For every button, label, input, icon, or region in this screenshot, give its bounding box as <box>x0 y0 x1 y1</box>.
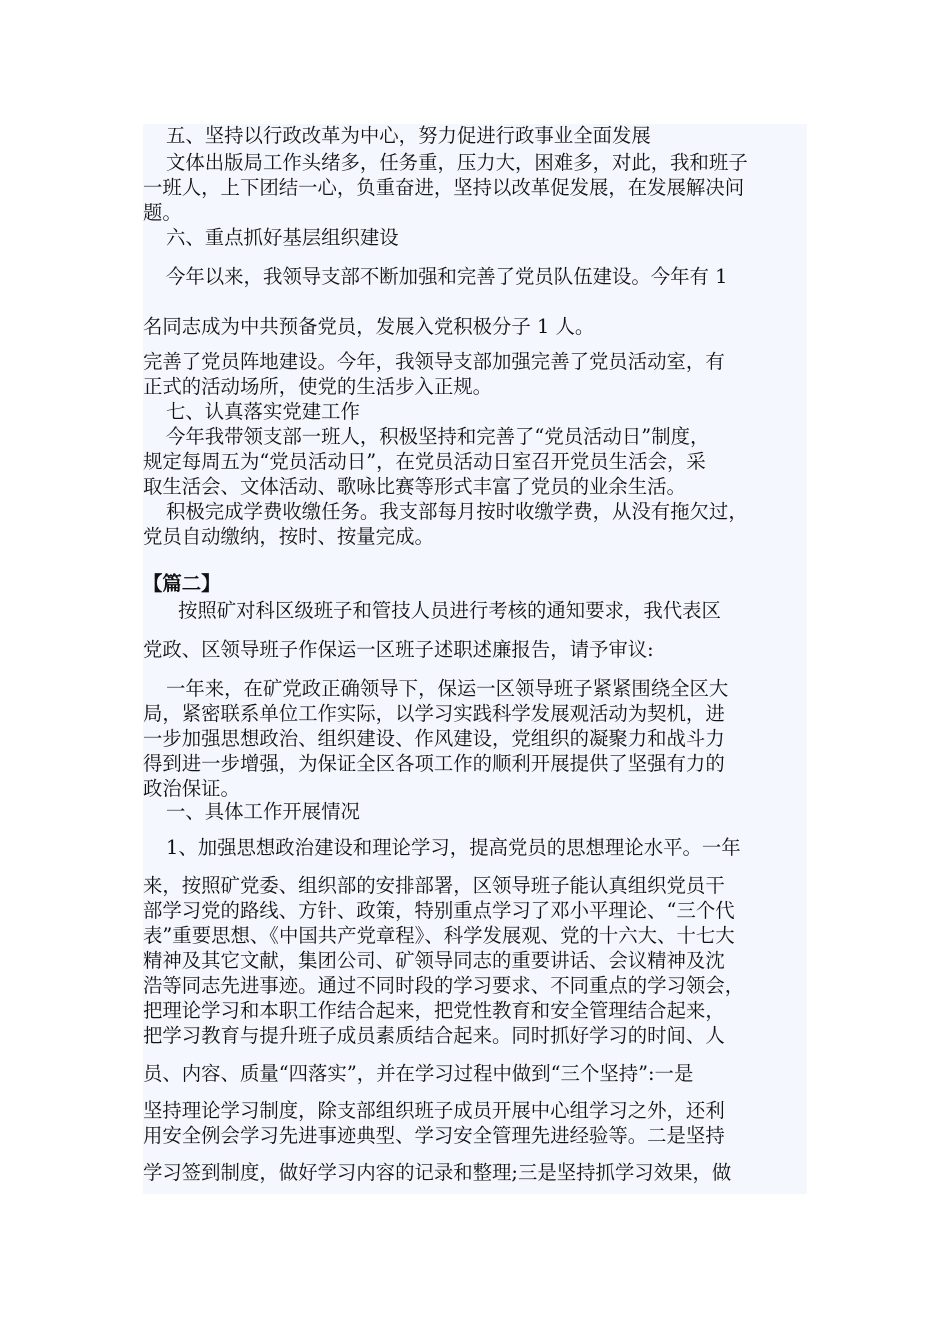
paragraph-line: 积极完成学费收缴任务。我支部每月按时收缴学费，从没有拖欠过， <box>166 500 748 523</box>
paragraph-line: 用安全例会学习先进事迹典型、学习安全管理先进经验等。二是坚持 <box>143 1124 725 1147</box>
paragraph-line: 精神及其它文献，集团公司、矿领导同志的重要讲话、会议精神及沈 <box>143 949 725 972</box>
paragraph-line: 正式的活动场所，使党的生活步入正规。 <box>143 375 493 398</box>
paragraph-line: 得到进一步增强，为保证全区各项工作的顺利开展提供了坚强有力的 <box>143 752 725 775</box>
paragraph-line: 来，按照矿党委、组织部的安排部署，区领导班子能认真组织党员干 <box>143 874 725 897</box>
section-title-part-two: 【篇二】 <box>143 572 221 595</box>
paragraph-line: 题。 <box>143 201 182 224</box>
paragraph-line: 按照矿对科区级班子和管技人员进行考核的通知要求，我代表区 <box>178 599 721 622</box>
paragraph-line: 党员自动缴纳，按时、按量完成。 <box>143 525 434 548</box>
paragraph-line: 一年来，在矿党政正确领导下，保运一区领导班子紧紧围绕全区大 <box>166 677 729 700</box>
paragraph-line: 完善了党员阵地建设。今年，我领导支部加强完善了党员活动室，有 <box>143 350 725 373</box>
paragraph-line: 局，紧密联系单位工作实际，以学习实践科学发展观活动为契机，进 <box>143 702 725 725</box>
paragraph-line: 今年以来，我领导支部不断加强和完善了党员队伍建设。今年有 1 <box>166 265 728 288</box>
paragraph-line: 员、内容、质量“四落实”，并在学习过程中做到“三个坚持”:一是 <box>143 1062 694 1085</box>
paragraph-line: 把理论学习和本职工作结合起来，把党性教育和安全管理结合起来， <box>143 999 725 1022</box>
paragraph-line: 规定每周五为“党员活动日”，在党员活动日室召开党员生活会，采 <box>143 450 706 473</box>
section-heading-7: 七、认真落实党建工作 <box>166 400 360 423</box>
paragraph-line: 政治保证。 <box>143 777 240 800</box>
paragraph-line: 文体出版局工作头绪多，任务重，压力大，困难多，对此，我和班子 <box>166 151 748 174</box>
paragraph-line: 党政、区领导班子作保运一区班子述职述廉报告，请予审议: <box>143 638 654 661</box>
paragraph-line: 取生活会、文体活动、歌咏比赛等形式丰富了党员的业余生活。 <box>143 475 686 498</box>
paragraph-line: 把学习教育与提升班子成员素质结合起来。同时抓好学习的时间、人 <box>143 1024 725 1047</box>
section-heading-5: 五、坚持以行政改革为中心，努力促进行政事业全面发展 <box>166 124 651 147</box>
paragraph-line: 1、加强思想政治建设和理论学习，提高党员的思想理论水平。一年 <box>166 836 741 859</box>
paragraph-line: 一班人，上下团结一心，负重奋进，坚持以改革促发展，在发展解决问 <box>143 176 745 199</box>
paragraph-line: 浩等同志先进事迹。通过不同时段的学习要求、不同重点的学习领会， <box>143 974 745 997</box>
subsection-heading: 一、具体工作开展情况 <box>166 800 360 823</box>
paragraph-line: 今年我带领支部一班人，积极坚持和完善了“党员活动日”制度， <box>166 425 710 448</box>
paragraph-line: 学习签到制度，做好学习内容的记录和整理;三是坚持抓学习效果，做 <box>143 1161 732 1184</box>
paragraph-line: 名同志成为中共预备党员，发展入党积极分子 1 人。 <box>143 315 595 338</box>
paragraph-line: 表”重要思想、《中国共产党章程》、科学发展观、党的十六大、十七大 <box>143 924 735 947</box>
paragraph-line: 部学习党的路线、方针、政策，特别重点学习了邓小平理论、“三个代 <box>143 899 735 922</box>
paragraph-line: 一步加强思想政治、组织建设、作风建设，党组织的凝聚力和战斗力 <box>143 727 725 750</box>
paragraph-line: 坚持理论学习制度，除支部组织班子成员开展中心组学习之外，还利 <box>143 1099 725 1122</box>
section-heading-6: 六、重点抓好基层组织建设 <box>166 226 399 249</box>
